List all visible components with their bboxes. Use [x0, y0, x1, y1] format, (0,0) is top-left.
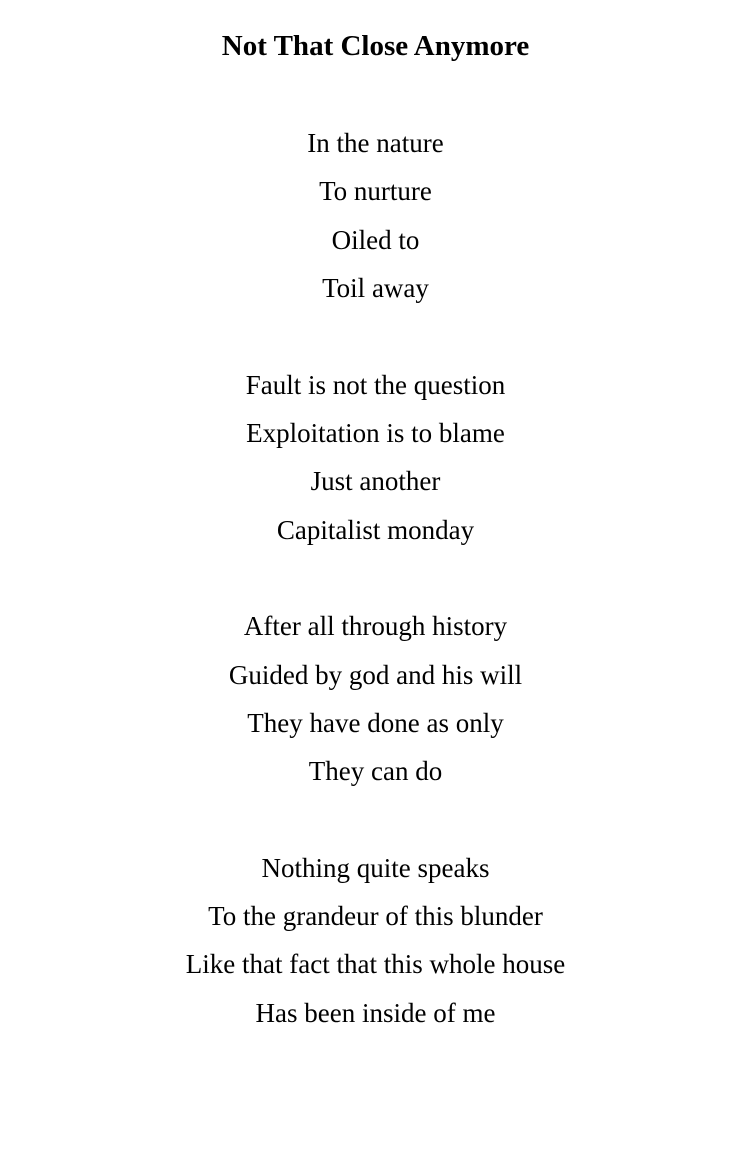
- poem-line: Oiled to: [331, 224, 420, 255]
- poem-line: To the grandeur of this blunder: [208, 901, 543, 932]
- poem-line: Fault is not the question: [245, 369, 506, 400]
- poem-line: Just another: [310, 466, 441, 497]
- poem-line: Guided by god and his will: [228, 659, 523, 690]
- stanza-2: [22, 363, 729, 557]
- poem-line: Nothing quite speaks: [261, 852, 490, 883]
- poem-line: Capitalist monday: [276, 514, 475, 545]
- poem-line: Toil away: [322, 273, 429, 304]
- poem-line: To nurture: [319, 176, 432, 207]
- stanza-1: [22, 121, 729, 315]
- stanza-4: [22, 846, 729, 1040]
- poem-title: Not That Close Anymore: [221, 30, 530, 62]
- poem-line: After all through history: [243, 611, 508, 642]
- poem-line: They have done as only: [247, 707, 504, 738]
- poem-body: [22, 121, 729, 1087]
- poem-line: Has been inside of me: [255, 997, 496, 1028]
- stanza-3: [22, 604, 729, 798]
- poem-line: Exploitation is to blame: [246, 417, 505, 448]
- poem-line: They can do: [308, 756, 443, 787]
- poem-line: In the nature: [307, 128, 444, 158]
- poem-line: Like that fact that this whole house: [185, 949, 566, 980]
